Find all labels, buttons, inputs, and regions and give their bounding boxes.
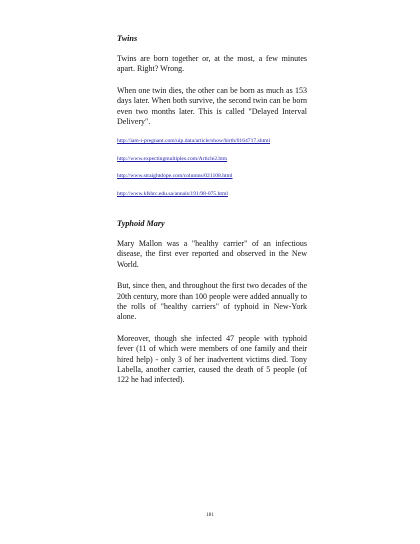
paragraph: Twins are born together or, at the most, a few minutes apart. Right? Wrong.: [117, 54, 307, 74]
reference-links: [117, 138, 307, 198]
paragraph: Mary Mallon was a "healthy carrier" of an infectious disease, the first ever reported and observed in the New World.: [117, 238, 307, 269]
section-heading-typhoid-mary: Typhoid Mary: [117, 218, 165, 228]
page-content: [117, 33, 307, 397]
reference-link[interactable]: http://www.expectingmultiples.com/Article2.htm: [117, 155, 228, 162]
reference-link[interactable]: http://www.kfshrc.edu.sa/annals/191/98-075.html: [117, 190, 228, 197]
paragraph: But, since then, and throughout the first two decades of the 20th century, more than 100 people were added annually to the rolls of "healthy carriers" of typhoid in New-York alone.: [117, 281, 307, 322]
paragraph: Moreover, though she infected 47 people with typhoid fever (11 of which were members of one family and their hired help) - only 3 of her inadvertent victims died. Tony Labella, another carrier, caused the death of 5 people (of 122 he had infected).: [117, 333, 307, 385]
section-typhoid-mary: [117, 218, 307, 386]
section-twins: [117, 33, 307, 198]
page-number: 181: [205, 512, 215, 518]
section-heading-twins: Twins: [117, 34, 138, 43]
reference-link[interactable]: http://iam-i-pregnant.com/uip.data/article/show/birth/0164717.shtml: [117, 138, 271, 145]
paragraph: When one twin dies, the other can be born as much as 153 days later. When both survive, the second twin can be born even two months later. This is called "Delayed Interval Delivery".: [117, 85, 307, 127]
reference-link[interactable]: http://www.straightdope.com/columns/021108.html: [117, 173, 233, 180]
